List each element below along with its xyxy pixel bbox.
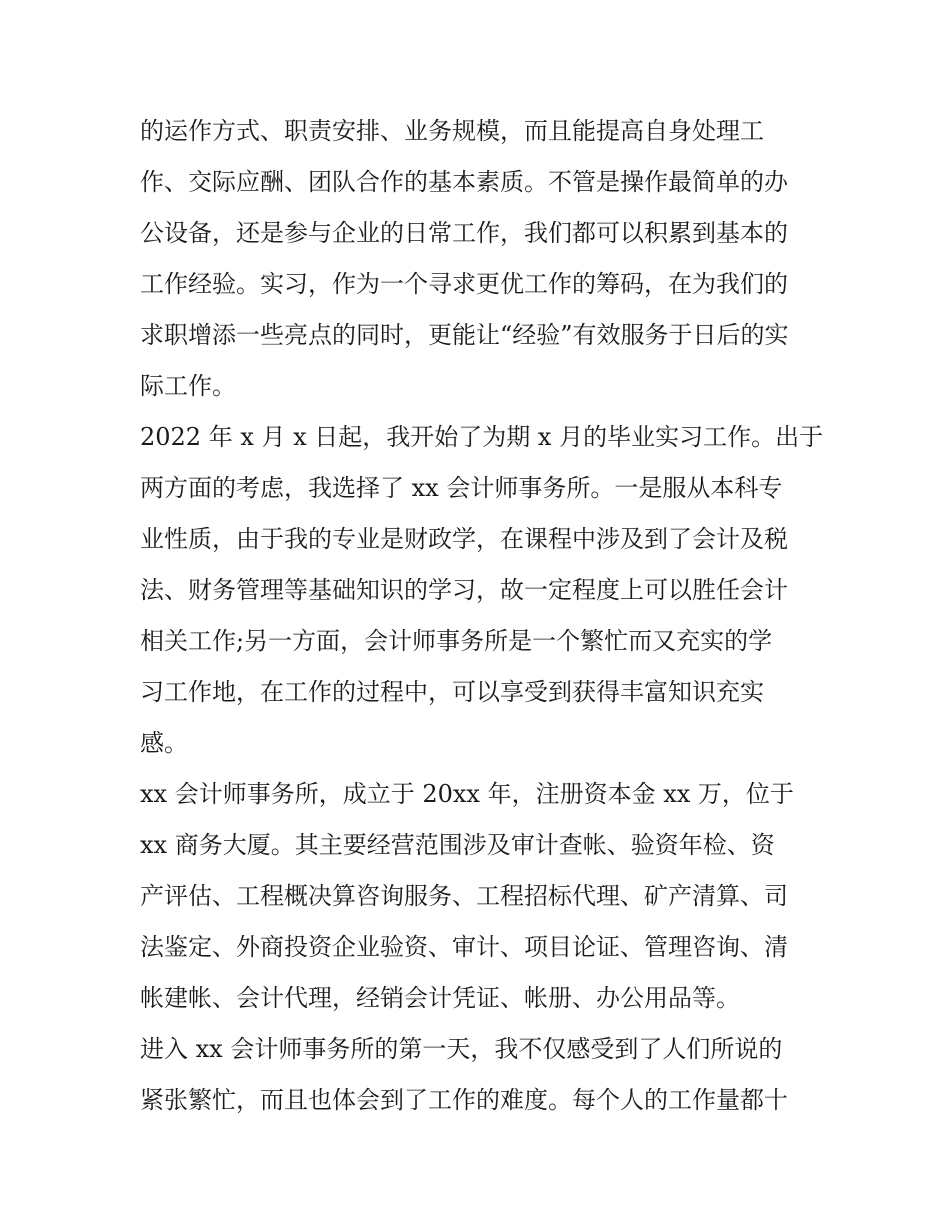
text-line: 法鉴定、外商投资企业验资、审计、项目论证、管理咨询、清 (140, 933, 788, 961)
text-line: 法、财务管理等基础知识的学习，故一定程度上可以胜任会计 (140, 576, 788, 604)
text-line: 相关工作;另一方面，会计师事务所是一个繁忙而又充实的学 (140, 627, 773, 655)
text-line: 业性质，由于我的专业是财政学，在课程中涉及到了会计及税 (140, 525, 788, 553)
text-line: 作、交际应酬、团队合作的基本素质。不管是操作最简单的办 (140, 168, 788, 196)
text-line: 2022 年 x 月 x 日起，我开始了为期 x 月的毕业实习工作。出于 (140, 423, 824, 451)
text-line: 公设备，还是参与企业的日常工作，我们都可以积累到基本的 (140, 219, 788, 247)
text-line: 产评估、工程概决算咨询服务、工程招标代理、矿产清算、司 (140, 882, 788, 910)
text-line: 求职增添一些亮点的同时，更能让“经验”有效服务于日后的实 (140, 321, 789, 349)
text-line: 进入 xx 会计师事务所的第一天，我不仅感受到了人们所说的 (140, 1035, 783, 1063)
text-line: 紧张繁忙，而且也体会到了工作的难度。每个人的工作量都十 (140, 1086, 788, 1114)
text-line: 际工作。 (140, 372, 236, 400)
text-line: 两方面的考虑，我选择了 xx 会计师事务所。一是服从本科专 (140, 474, 783, 502)
text-line: 帐建帐、会计代理，经销会计凭证、帐册、办公用品等。 (140, 984, 740, 1012)
text-line: 习工作地，在工作的过程中，可以享受到获得丰富知识充实 (140, 678, 764, 706)
text-line: xx 会计师事务所，成立于 20xx 年，注册资本金 xx 万，位于 (140, 780, 794, 808)
text-line: 感。 (140, 729, 188, 757)
text-line: xx 商务大厦。其主要经营范围涉及审计查帐、验资年检、资 (140, 831, 775, 859)
text-line: 的运作方式、职责安排、业务规模，而且能提高自身处理工 (140, 117, 764, 145)
body-text (140, 106, 824, 1126)
text-line: 工作经验。实习，作为一个寻求更优工作的筹码，在为我们的 (140, 270, 788, 298)
